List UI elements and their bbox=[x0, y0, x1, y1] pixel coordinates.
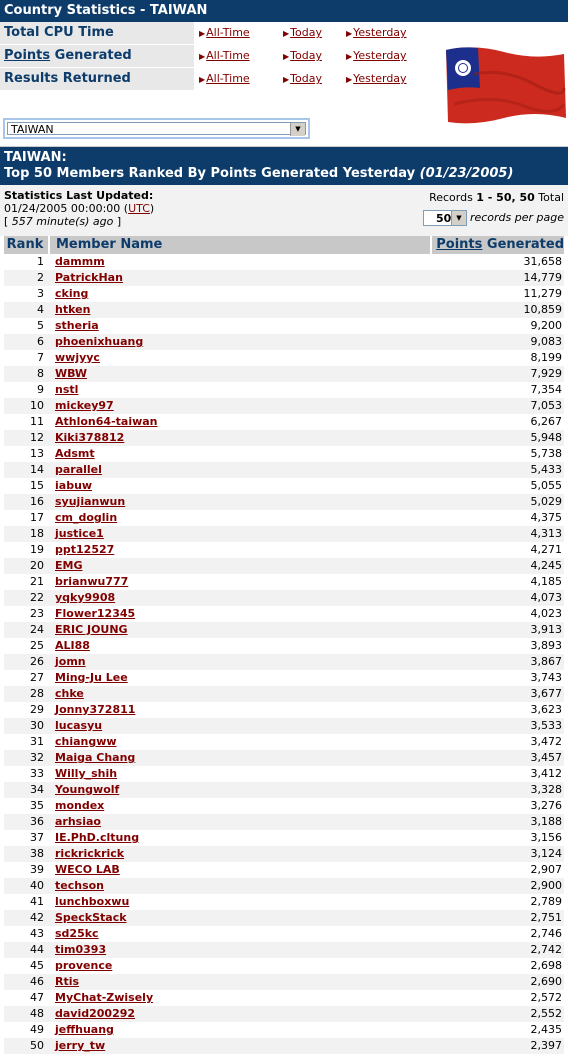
rank-cell: 27 bbox=[30, 671, 44, 684]
stats-row-points bbox=[0, 45, 441, 68]
table-row bbox=[4, 510, 564, 526]
table-row bbox=[4, 254, 564, 270]
points-cell: 2,900 bbox=[530, 879, 562, 892]
rank-cell: 5 bbox=[37, 319, 44, 332]
table-row bbox=[4, 334, 564, 350]
points-cell: 4,271 bbox=[530, 543, 562, 556]
arrow-icon: ▶ bbox=[283, 52, 290, 61]
rank-cell: 8 bbox=[37, 367, 44, 380]
rank-cell: 42 bbox=[30, 911, 44, 924]
points-yesterday-link[interactable]: ▶Yesterday bbox=[346, 45, 407, 67]
points-cell: 5,029 bbox=[530, 495, 562, 508]
member-name-link[interactable]: Kiki378812 bbox=[55, 431, 125, 444]
arrow-icon: ▶ bbox=[199, 52, 206, 61]
minutes-ago: [ 557 minute(s) ago ] bbox=[4, 215, 122, 228]
table-row bbox=[4, 734, 564, 750]
rank-cell: 14 bbox=[30, 463, 44, 476]
rank-cell: 50 bbox=[30, 1039, 44, 1052]
rank-cell: 46 bbox=[30, 975, 44, 988]
points-today-link[interactable]: ▶Today bbox=[283, 45, 322, 67]
member-name-link[interactable]: lucasyu bbox=[55, 719, 103, 732]
member-name-link[interactable]: stheria bbox=[55, 319, 99, 332]
table-row bbox=[4, 766, 564, 782]
arrow-icon: ▶ bbox=[199, 75, 206, 84]
rank-cell: 26 bbox=[30, 655, 44, 668]
rank-cell: 30 bbox=[30, 719, 44, 732]
cpu-all-time-link[interactable]: ▶All-Time bbox=[199, 22, 250, 44]
member-name-link[interactable]: justice1 bbox=[55, 527, 104, 540]
member-name-link[interactable]: phoenixhuang bbox=[55, 335, 144, 348]
member-name-link[interactable]: iabuw bbox=[55, 479, 93, 492]
rank-cell: 28 bbox=[30, 687, 44, 700]
rank-cell: 23 bbox=[30, 607, 44, 620]
points-cell: 2,907 bbox=[530, 863, 562, 876]
arrow-icon: ▶ bbox=[346, 52, 353, 61]
points-header-link[interactable]: Points bbox=[436, 237, 483, 252]
rank-cell: 16 bbox=[30, 495, 44, 508]
member-name-link[interactable]: mickey97 bbox=[55, 399, 114, 412]
rank-cell: 19 bbox=[30, 543, 44, 556]
points-cell: 3,457 bbox=[530, 751, 562, 764]
points-header: Points Generated bbox=[430, 236, 564, 254]
arrow-icon: ▶ bbox=[283, 29, 290, 38]
points-cell: 2,572 bbox=[530, 991, 562, 1004]
table-row bbox=[4, 670, 564, 686]
points-cell: 5,738 bbox=[530, 447, 562, 460]
points-cell: 5,055 bbox=[530, 479, 562, 492]
points-cell: 3,412 bbox=[530, 767, 562, 780]
points-cell: 3,156 bbox=[530, 831, 562, 844]
table-row bbox=[4, 846, 564, 862]
table-row bbox=[4, 830, 564, 846]
member-name-link[interactable]: jomn bbox=[55, 655, 86, 668]
last-updated-value: 01/24/2005 00:00:00 (UTC) bbox=[4, 202, 155, 215]
table-row bbox=[4, 686, 564, 702]
member-name-link[interactable]: chke bbox=[55, 687, 84, 700]
points-help-link[interactable]: Points bbox=[4, 48, 51, 63]
points-cell: 3,124 bbox=[530, 847, 562, 860]
table-row bbox=[4, 574, 564, 590]
rank-cell: 24 bbox=[30, 623, 44, 636]
member-name-link[interactable]: Willy_shih bbox=[55, 767, 118, 780]
rank-cell: 38 bbox=[30, 847, 44, 860]
country-select[interactable] bbox=[3, 118, 310, 139]
rank-cell: 2 bbox=[37, 271, 44, 284]
points-cell: 4,375 bbox=[530, 511, 562, 524]
rank-header: Rank bbox=[6, 237, 44, 252]
arrow-icon: ▶ bbox=[346, 75, 353, 84]
member-name-link[interactable]: Youngwolf bbox=[55, 783, 120, 796]
table-row bbox=[4, 990, 564, 1006]
member-name-link[interactable]: chiangww bbox=[55, 735, 117, 748]
table-row bbox=[4, 542, 564, 558]
rank-cell: 34 bbox=[30, 783, 44, 796]
table-row bbox=[4, 638, 564, 654]
arrow-icon: ▶ bbox=[346, 29, 353, 38]
rank-cell: 11 bbox=[30, 415, 44, 428]
member-name-link[interactable]: parallel bbox=[55, 463, 102, 476]
member-name-link[interactable]: cm_doglin bbox=[55, 511, 118, 524]
member-name-link[interactable]: ALI88 bbox=[55, 639, 90, 652]
points-cell: 2,690 bbox=[530, 975, 562, 988]
country-stats-block bbox=[0, 22, 568, 147]
table-row bbox=[4, 814, 564, 830]
member-name-link[interactable]: arhsiao bbox=[55, 815, 101, 828]
rank-cell: 22 bbox=[30, 591, 44, 604]
table-row bbox=[4, 462, 564, 478]
rank-cell: 18 bbox=[30, 527, 44, 540]
member-name-link[interactable]: ERIC JOUNG bbox=[55, 623, 128, 636]
table-row bbox=[4, 494, 564, 510]
stats-row-results bbox=[0, 68, 441, 91]
table-row bbox=[4, 286, 564, 302]
taiwan-flag-icon bbox=[444, 44, 568, 126]
points-cell: 3,623 bbox=[530, 703, 562, 716]
records-count: Records 1 - 50, 50 Total bbox=[429, 191, 564, 204]
member-name-link[interactable]: jerry_tw bbox=[55, 1039, 106, 1052]
arrow-icon: ▶ bbox=[199, 29, 206, 38]
rank-cell: 40 bbox=[30, 879, 44, 892]
utc-link[interactable]: UTC bbox=[128, 202, 150, 215]
table-row bbox=[4, 350, 564, 366]
member-name-link[interactable]: provence bbox=[55, 959, 113, 972]
points-cell: 7,053 bbox=[530, 399, 562, 412]
member-name-link[interactable]: david200292 bbox=[55, 1007, 136, 1020]
member-name-link[interactable]: jeffhuang bbox=[55, 1023, 114, 1036]
table-row bbox=[4, 590, 564, 606]
rank-cell: 29 bbox=[30, 703, 44, 716]
section-country: TAIWAN: bbox=[4, 150, 67, 165]
points-cell: 8,199 bbox=[530, 351, 562, 364]
points-cell: 3,188 bbox=[530, 815, 562, 828]
points-cell: 4,185 bbox=[530, 575, 562, 588]
table-row bbox=[4, 270, 564, 286]
table-row bbox=[4, 702, 564, 718]
table-row bbox=[4, 478, 564, 494]
member-name-link[interactable]: sd25kc bbox=[55, 927, 99, 940]
member-name-link[interactable]: wwjyyc bbox=[55, 351, 100, 364]
member-name-link[interactable]: IE.PhD.cltung bbox=[55, 831, 140, 844]
section-header bbox=[0, 147, 568, 185]
rank-cell: 45 bbox=[30, 959, 44, 972]
points-cell: 31,658 bbox=[523, 255, 562, 268]
member-name-link[interactable]: Rtis bbox=[55, 975, 80, 988]
section-subtitle: Top 50 Members Ranked By Points Generated Yesterday (01/23/2005) bbox=[4, 166, 514, 181]
rank-cell: 37 bbox=[30, 831, 44, 844]
points-all-time-link[interactable]: ▶All-Time bbox=[199, 45, 250, 67]
table-row bbox=[4, 910, 564, 926]
member-name-link[interactable]: Jonny372811 bbox=[55, 703, 136, 716]
table-row bbox=[4, 654, 564, 670]
points-cell: 4,073 bbox=[530, 591, 562, 604]
points-cell: 4,313 bbox=[530, 527, 562, 540]
points-cell: 3,893 bbox=[530, 639, 562, 652]
member-name-link[interactable]: Maiga Chang bbox=[55, 751, 136, 764]
member-name-link[interactable]: Athlon64-taiwan bbox=[55, 415, 158, 428]
table-row bbox=[4, 382, 564, 398]
rank-cell: 9 bbox=[37, 383, 44, 396]
member-name-link[interactable]: lunchboxwu bbox=[55, 895, 130, 908]
per-page-control bbox=[423, 210, 564, 226]
table-row bbox=[4, 1006, 564, 1022]
points-cell: 2,789 bbox=[530, 895, 562, 908]
arrow-icon: ▶ bbox=[283, 75, 290, 84]
points-cell: 3,533 bbox=[530, 719, 562, 732]
points-cell: 2,397 bbox=[530, 1039, 562, 1052]
member-name-link[interactable]: syujianwun bbox=[55, 495, 126, 508]
chevron-down-icon: ▼ bbox=[451, 211, 466, 225]
member-name-link[interactable]: Ming-Ju Lee bbox=[55, 671, 128, 684]
cpu-yesterday-link[interactable]: ▶Yesterday bbox=[346, 22, 407, 44]
points-cell: 2,435 bbox=[530, 1023, 562, 1036]
points-cell: 7,354 bbox=[530, 383, 562, 396]
rank-cell: 49 bbox=[30, 1023, 44, 1036]
table-row bbox=[4, 606, 564, 622]
page-title: Country Statistics - TAIWAN bbox=[0, 0, 568, 22]
rank-cell: 1 bbox=[37, 255, 44, 268]
rank-cell: 10 bbox=[30, 399, 44, 412]
members-table bbox=[4, 236, 564, 1054]
rank-cell: 13 bbox=[30, 447, 44, 460]
table-row bbox=[4, 622, 564, 638]
member-name-link[interactable]: WECO LAB bbox=[55, 863, 120, 876]
member-name-link[interactable]: MyChat-Zwisely bbox=[55, 991, 154, 1004]
results-today-link[interactable]: ▶Today bbox=[283, 68, 322, 90]
points-cell: 3,913 bbox=[530, 623, 562, 636]
points-cell: 7,929 bbox=[530, 367, 562, 380]
cpu-today-link[interactable]: ▶Today bbox=[283, 22, 322, 44]
rank-cell: 3 bbox=[37, 287, 44, 300]
member-name-link[interactable]: WBW bbox=[55, 367, 88, 380]
points-cell: 9,200 bbox=[530, 319, 562, 332]
points-cell: 14,779 bbox=[523, 271, 562, 284]
per-page-label: records per page bbox=[469, 211, 564, 224]
member-name-link[interactable]: Adsmt bbox=[55, 447, 95, 460]
table-row bbox=[4, 366, 564, 382]
member-name-link[interactable]: htken bbox=[55, 303, 91, 316]
table-row bbox=[4, 414, 564, 430]
member-name-link[interactable]: mondex bbox=[55, 799, 105, 812]
rank-cell: 33 bbox=[30, 767, 44, 780]
points-cell: 4,245 bbox=[530, 559, 562, 572]
table-body bbox=[4, 254, 564, 1054]
row-label-cpu-time: Total CPU Time bbox=[0, 22, 194, 44]
points-cell: 3,867 bbox=[530, 655, 562, 668]
points-cell: 2,742 bbox=[530, 943, 562, 956]
table-row bbox=[4, 942, 564, 958]
member-name-link[interactable]: EMG bbox=[55, 559, 83, 572]
member-name-link[interactable]: PatrickHan bbox=[55, 271, 123, 284]
member-name-link[interactable]: dammm bbox=[55, 255, 105, 268]
rank-cell: 32 bbox=[30, 751, 44, 764]
member-header: Member Name bbox=[48, 236, 438, 254]
country-select-value: TAIWAN ▼ bbox=[7, 122, 306, 135]
row-label-results: Results Returned bbox=[0, 68, 194, 90]
last-updated-label: Statistics Last Updated: bbox=[4, 189, 154, 202]
results-yesterday-link[interactable]: ▶Yesterday bbox=[346, 68, 407, 90]
points-cell: 11,279 bbox=[523, 287, 562, 300]
rank-cell: 12 bbox=[30, 431, 44, 444]
member-name-link[interactable]: rickrickrick bbox=[55, 847, 125, 860]
rank-cell: 20 bbox=[30, 559, 44, 572]
points-cell: 3,743 bbox=[530, 671, 562, 684]
rank-cell: 47 bbox=[30, 991, 44, 1004]
table-row bbox=[4, 1022, 564, 1038]
member-name-link[interactable]: ppt12527 bbox=[55, 543, 115, 556]
points-cell: 2,751 bbox=[530, 911, 562, 924]
points-cell: 5,948 bbox=[530, 431, 562, 444]
table-row bbox=[4, 1038, 564, 1054]
points-cell: 5,433 bbox=[530, 463, 562, 476]
member-name-link[interactable]: SpeckStack bbox=[55, 911, 127, 924]
table-row bbox=[4, 862, 564, 878]
table-row bbox=[4, 318, 564, 334]
rank-cell: 39 bbox=[30, 863, 44, 876]
rank-cell: 25 bbox=[30, 639, 44, 652]
rank-cell: 17 bbox=[30, 511, 44, 524]
points-cell: 4,023 bbox=[530, 607, 562, 620]
table-row bbox=[4, 430, 564, 446]
rank-cell: 21 bbox=[30, 575, 44, 588]
row-label-points: Points Generated bbox=[0, 45, 194, 67]
table-row bbox=[4, 926, 564, 942]
points-cell: 6,267 bbox=[530, 415, 562, 428]
points-cell: 3,328 bbox=[530, 783, 562, 796]
rank-cell: 15 bbox=[30, 479, 44, 492]
stats-info bbox=[0, 185, 568, 236]
table-row bbox=[4, 878, 564, 894]
table-row bbox=[4, 302, 564, 318]
rank-cell: 43 bbox=[30, 927, 44, 940]
table-header bbox=[4, 236, 564, 254]
table-row bbox=[4, 798, 564, 814]
member-name-link[interactable]: Flower12345 bbox=[55, 607, 136, 620]
rank-cell: 41 bbox=[30, 895, 44, 908]
stats-row-cpu-time bbox=[0, 22, 441, 45]
table-row bbox=[4, 526, 564, 542]
results-all-time-link[interactable]: ▶All-Time bbox=[199, 68, 250, 90]
table-row bbox=[4, 558, 564, 574]
chevron-down-icon[interactable]: ▼ bbox=[290, 123, 305, 136]
table-row bbox=[4, 894, 564, 910]
table-row bbox=[4, 958, 564, 974]
points-cell: 3,472 bbox=[530, 735, 562, 748]
points-cell: 9,083 bbox=[530, 335, 562, 348]
points-cell: 3,276 bbox=[530, 799, 562, 812]
rank-cell: 6 bbox=[37, 335, 44, 348]
member-name-link[interactable]: tim0393 bbox=[55, 943, 107, 956]
points-cell: 2,746 bbox=[530, 927, 562, 940]
member-name-link[interactable]: nstl bbox=[55, 383, 79, 396]
rank-cell: 31 bbox=[30, 735, 44, 748]
rank-cell: 48 bbox=[30, 1007, 44, 1020]
per-page-select[interactable]: 50 ▼ bbox=[423, 210, 467, 226]
points-cell: 3,677 bbox=[530, 687, 562, 700]
member-name-link[interactable]: yqky9908 bbox=[55, 591, 116, 604]
member-name-link[interactable]: brianwu777 bbox=[55, 575, 129, 588]
rank-cell: 35 bbox=[30, 799, 44, 812]
points-cell: 2,698 bbox=[530, 959, 562, 972]
member-name-link[interactable]: techson bbox=[55, 879, 105, 892]
table-row bbox=[4, 446, 564, 462]
table-row bbox=[4, 974, 564, 990]
table-row bbox=[4, 782, 564, 798]
rank-cell: 36 bbox=[30, 815, 44, 828]
member-name-link[interactable]: cking bbox=[55, 287, 89, 300]
points-cell: 2,552 bbox=[530, 1007, 562, 1020]
table-row bbox=[4, 718, 564, 734]
rank-cell: 44 bbox=[30, 943, 44, 956]
points-cell: 10,859 bbox=[523, 303, 562, 316]
rank-cell: 7 bbox=[37, 351, 44, 364]
table-row bbox=[4, 398, 564, 414]
table-row bbox=[4, 750, 564, 766]
rank-cell: 4 bbox=[37, 303, 44, 316]
